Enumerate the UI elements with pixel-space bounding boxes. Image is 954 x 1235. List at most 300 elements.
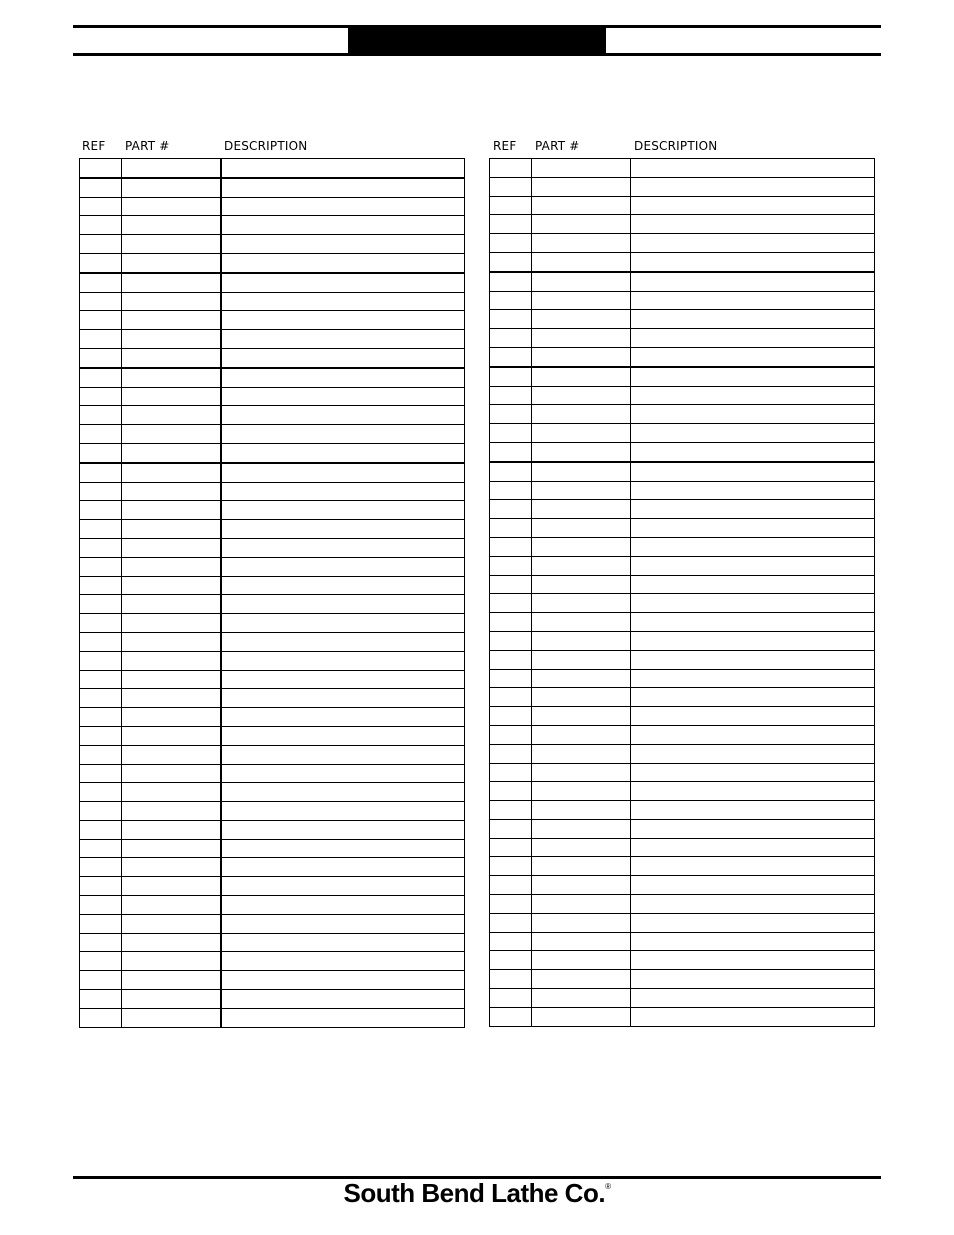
- part-cell: [532, 462, 631, 481]
- part-cell: [532, 234, 631, 253]
- description-cell: [631, 688, 875, 707]
- part-cell: [122, 783, 222, 802]
- table-row: [80, 745, 465, 764]
- table-row: [80, 820, 465, 839]
- part-cell: [122, 576, 222, 595]
- part-cell: [532, 857, 631, 876]
- part-cell: [532, 1007, 631, 1026]
- ref-cell: [80, 443, 122, 462]
- ref-cell: [490, 215, 532, 234]
- ref-cell: [490, 310, 532, 329]
- part-cell: [532, 613, 631, 632]
- part-cell: [122, 651, 222, 670]
- table-row: [490, 857, 875, 876]
- description-cell: [631, 537, 875, 556]
- part-cell: [122, 406, 222, 425]
- ref-cell: [80, 990, 122, 1009]
- ref-cell: [80, 348, 122, 367]
- part-cell: [532, 744, 631, 763]
- table-row: [490, 801, 875, 820]
- part-cell: [532, 347, 631, 366]
- description-cell: [221, 783, 465, 802]
- table-row: [490, 707, 875, 726]
- description-cell: [631, 386, 875, 405]
- table-row: [80, 463, 465, 482]
- ref-cell: [80, 1008, 122, 1027]
- ref-cell: [490, 763, 532, 782]
- description-cell: [221, 990, 465, 1009]
- ref-cell: [490, 613, 532, 632]
- part-cell: [532, 196, 631, 215]
- table-row: [80, 595, 465, 614]
- table-row: [80, 520, 465, 539]
- ref-cell: [490, 1007, 532, 1026]
- table-row: [80, 1008, 465, 1027]
- table-row: [490, 594, 875, 613]
- ref-cell: [490, 801, 532, 820]
- description-cell: [221, 216, 465, 235]
- table-row: [490, 252, 875, 271]
- ref-cell: [80, 159, 122, 178]
- part-cell: [122, 632, 222, 651]
- description-cell: [221, 463, 465, 482]
- part-cell: [122, 708, 222, 727]
- ref-cell: [490, 594, 532, 613]
- ref-cell: [490, 537, 532, 556]
- part-cell: [532, 913, 631, 932]
- description-cell: [221, 197, 465, 216]
- table-row: [490, 234, 875, 253]
- part-cell: [122, 501, 222, 520]
- description-cell: [631, 838, 875, 857]
- part-cell: [122, 557, 222, 576]
- description-cell: [631, 951, 875, 970]
- ref-cell: [80, 557, 122, 576]
- description-cell: [221, 311, 465, 330]
- table-row: [490, 424, 875, 443]
- table-row: [80, 651, 465, 670]
- description-cell: [221, 159, 465, 178]
- ref-cell: [80, 726, 122, 745]
- part-cell: [122, 216, 222, 235]
- ref-cell: [80, 802, 122, 821]
- description-cell: [631, 329, 875, 348]
- description-cell: [221, 764, 465, 783]
- part-cell: [122, 253, 222, 272]
- ref-cell: [490, 424, 532, 443]
- ref-cell: [490, 177, 532, 196]
- table-row: [490, 970, 875, 989]
- part-cell: [532, 594, 631, 613]
- part-cell: [122, 292, 222, 311]
- ref-cell: [490, 951, 532, 970]
- table-row: [80, 292, 465, 311]
- part-cell: [532, 631, 631, 650]
- description-cell: [631, 913, 875, 932]
- description-cell: [221, 632, 465, 651]
- table-row: [490, 631, 875, 650]
- ref-cell: [80, 368, 122, 387]
- ref-cell: [490, 669, 532, 688]
- part-cell: [532, 252, 631, 271]
- table-row: [80, 914, 465, 933]
- brand-logo: [0, 1178, 954, 1209]
- ref-cell: [490, 819, 532, 838]
- description-cell: [221, 914, 465, 933]
- part-cell: [532, 707, 631, 726]
- ref-cell: [490, 631, 532, 650]
- ref-cell: [490, 913, 532, 932]
- description-cell: [631, 895, 875, 914]
- table-row: [80, 406, 465, 425]
- description-cell: [631, 481, 875, 500]
- ref-cell: [80, 632, 122, 651]
- parts-table-left: [79, 158, 465, 1028]
- table-row: [490, 744, 875, 763]
- description-cell: [631, 707, 875, 726]
- part-cell: [532, 838, 631, 857]
- description-cell: [221, 933, 465, 952]
- part-cell: [122, 197, 222, 216]
- description-cell: [221, 726, 465, 745]
- ref-cell: [490, 857, 532, 876]
- ref-cell: [490, 481, 532, 500]
- ref-cell: [80, 839, 122, 858]
- description-cell: [221, 858, 465, 877]
- right-part-header: PART #: [535, 139, 580, 153]
- part-cell: [122, 914, 222, 933]
- description-cell: [221, 368, 465, 387]
- part-cell: [122, 745, 222, 764]
- part-cell: [532, 537, 631, 556]
- part-cell: [532, 951, 631, 970]
- part-cell: [122, 311, 222, 330]
- table-row: [490, 819, 875, 838]
- table-row: [490, 613, 875, 632]
- table-row: [80, 576, 465, 595]
- ref-cell: [80, 764, 122, 783]
- part-cell: [532, 291, 631, 310]
- part-cell: [122, 595, 222, 614]
- part-cell: [532, 876, 631, 895]
- right-ref-header: REF: [493, 139, 517, 153]
- part-cell: [532, 556, 631, 575]
- description-cell: [221, 689, 465, 708]
- ref-cell: [490, 932, 532, 951]
- table-row: [490, 196, 875, 215]
- description-cell: [631, 932, 875, 951]
- table-row: [490, 537, 875, 556]
- description-cell: [631, 442, 875, 461]
- brand-name: South Bend Lathe Co.: [343, 1178, 606, 1208]
- part-cell: [532, 895, 631, 914]
- table-row: [80, 726, 465, 745]
- description-cell: [221, 253, 465, 272]
- ref-cell: [490, 725, 532, 744]
- description-cell: [631, 725, 875, 744]
- table-row: [490, 895, 875, 914]
- description-cell: [221, 387, 465, 406]
- table-row: [80, 877, 465, 896]
- table-row: [80, 614, 465, 633]
- ref-cell: [80, 783, 122, 802]
- part-cell: [122, 839, 222, 858]
- ref-cell: [80, 197, 122, 216]
- ref-cell: [490, 650, 532, 669]
- table-row: [80, 425, 465, 444]
- ref-cell: [490, 970, 532, 989]
- description-cell: [221, 482, 465, 501]
- part-cell: [122, 538, 222, 557]
- description-cell: [631, 801, 875, 820]
- ref-cell: [80, 406, 122, 425]
- description-cell: [631, 782, 875, 801]
- ref-cell: [490, 838, 532, 857]
- part-cell: [122, 877, 222, 896]
- table-row: [490, 650, 875, 669]
- table-row: [490, 367, 875, 386]
- description-cell: [631, 291, 875, 310]
- description-cell: [221, 425, 465, 444]
- ref-cell: [80, 952, 122, 971]
- description-cell: [221, 273, 465, 292]
- part-cell: [122, 614, 222, 633]
- table-row: [490, 159, 875, 178]
- description-cell: [631, 215, 875, 234]
- header-rule-bottom: [73, 53, 881, 56]
- part-cell: [532, 688, 631, 707]
- ref-cell: [80, 463, 122, 482]
- ref-cell: [80, 538, 122, 557]
- table-row: [490, 876, 875, 895]
- ref-cell: [80, 330, 122, 349]
- part-cell: [532, 725, 631, 744]
- table-row: [80, 197, 465, 216]
- ref-cell: [490, 707, 532, 726]
- ref-cell: [80, 933, 122, 952]
- part-cell: [532, 970, 631, 989]
- table-row: [80, 689, 465, 708]
- description-cell: [221, 1008, 465, 1027]
- table-row: [490, 272, 875, 291]
- description-cell: [221, 896, 465, 915]
- part-cell: [122, 273, 222, 292]
- table-row: [80, 802, 465, 821]
- ref-cell: [490, 347, 532, 366]
- description-cell: [631, 970, 875, 989]
- description-cell: [221, 235, 465, 254]
- part-cell: [122, 689, 222, 708]
- table-row: [80, 839, 465, 858]
- part-cell: [532, 159, 631, 178]
- right-description-header: DESCRIPTION: [634, 139, 718, 153]
- table-row: [490, 405, 875, 424]
- ref-cell: [80, 273, 122, 292]
- ref-cell: [490, 442, 532, 461]
- table-row: [80, 216, 465, 235]
- part-cell: [122, 463, 222, 482]
- part-cell: [122, 726, 222, 745]
- ref-cell: [80, 971, 122, 990]
- description-cell: [631, 462, 875, 481]
- table-row: [490, 951, 875, 970]
- description-cell: [221, 576, 465, 595]
- ref-cell: [80, 520, 122, 539]
- table-row: [490, 329, 875, 348]
- part-cell: [122, 520, 222, 539]
- ref-cell: [490, 989, 532, 1008]
- ref-cell: [490, 575, 532, 594]
- description-cell: [631, 424, 875, 443]
- ref-cell: [80, 670, 122, 689]
- ref-cell: [490, 688, 532, 707]
- registered-mark: ®: [605, 1182, 611, 1191]
- description-cell: [631, 744, 875, 763]
- table-row: [80, 557, 465, 576]
- part-cell: [532, 329, 631, 348]
- description-cell: [221, 501, 465, 520]
- part-cell: [122, 348, 222, 367]
- description-cell: [221, 557, 465, 576]
- table-row: [80, 708, 465, 727]
- ref-cell: [80, 311, 122, 330]
- ref-cell: [490, 519, 532, 538]
- ref-cell: [490, 291, 532, 310]
- description-cell: [221, 330, 465, 349]
- left-ref-header: REF: [82, 139, 106, 153]
- part-cell: [532, 405, 631, 424]
- description-cell: [631, 819, 875, 838]
- description-cell: [631, 519, 875, 538]
- table-row: [490, 932, 875, 951]
- part-cell: [532, 177, 631, 196]
- part-cell: [532, 782, 631, 801]
- description-cell: [631, 989, 875, 1008]
- part-cell: [122, 990, 222, 1009]
- part-cell: [122, 425, 222, 444]
- description-cell: [631, 613, 875, 632]
- ref-cell: [80, 178, 122, 197]
- table-row: [80, 482, 465, 501]
- ref-cell: [490, 386, 532, 405]
- parts-table-right: [489, 158, 875, 1027]
- table-row: [490, 215, 875, 234]
- description-cell: [221, 877, 465, 896]
- part-cell: [532, 819, 631, 838]
- ref-cell: [80, 745, 122, 764]
- part-cell: [122, 330, 222, 349]
- part-cell: [532, 500, 631, 519]
- ref-cell: [490, 367, 532, 386]
- table-row: [80, 273, 465, 292]
- part-cell: [122, 933, 222, 952]
- ref-cell: [490, 744, 532, 763]
- ref-cell: [490, 234, 532, 253]
- table-row: [490, 500, 875, 519]
- description-cell: [221, 820, 465, 839]
- part-cell: [532, 801, 631, 820]
- description-cell: [631, 177, 875, 196]
- table-row: [490, 310, 875, 329]
- part-cell: [122, 764, 222, 783]
- table-row: [80, 896, 465, 915]
- part-cell: [532, 763, 631, 782]
- description-cell: [221, 595, 465, 614]
- table-row: [490, 838, 875, 857]
- part-cell: [532, 424, 631, 443]
- description-cell: [221, 745, 465, 764]
- part-cell: [532, 481, 631, 500]
- description-cell: [631, 575, 875, 594]
- table-row: [80, 933, 465, 952]
- part-cell: [122, 858, 222, 877]
- table-row: [80, 538, 465, 557]
- part-cell: [532, 442, 631, 461]
- table-row: [80, 443, 465, 462]
- ref-cell: [490, 876, 532, 895]
- table-row: [490, 291, 875, 310]
- ref-cell: [490, 782, 532, 801]
- table-row: [80, 670, 465, 689]
- part-cell: [122, 443, 222, 462]
- table-row: [490, 913, 875, 932]
- description-cell: [631, 556, 875, 575]
- table-row: [80, 253, 465, 272]
- part-cell: [122, 1008, 222, 1027]
- description-cell: [631, 631, 875, 650]
- part-cell: [532, 575, 631, 594]
- ref-cell: [80, 614, 122, 633]
- table-row: [490, 989, 875, 1008]
- ref-cell: [490, 500, 532, 519]
- header-title-block: [348, 26, 606, 56]
- description-cell: [631, 252, 875, 271]
- ref-cell: [80, 858, 122, 877]
- description-cell: [631, 159, 875, 178]
- ref-cell: [490, 252, 532, 271]
- table-row: [80, 971, 465, 990]
- description-cell: [631, 272, 875, 291]
- description-cell: [221, 348, 465, 367]
- table-row: [490, 763, 875, 782]
- description-cell: [631, 669, 875, 688]
- table-row: [80, 858, 465, 877]
- ref-cell: [80, 689, 122, 708]
- part-cell: [532, 932, 631, 951]
- description-cell: [221, 952, 465, 971]
- table-row: [80, 501, 465, 520]
- part-cell: [122, 482, 222, 501]
- ref-cell: [490, 196, 532, 215]
- ref-cell: [490, 272, 532, 291]
- table-row: [490, 688, 875, 707]
- description-cell: [631, 310, 875, 329]
- part-cell: [122, 368, 222, 387]
- table-row: [490, 575, 875, 594]
- ref-cell: [80, 425, 122, 444]
- description-cell: [221, 520, 465, 539]
- description-cell: [631, 234, 875, 253]
- ref-cell: [80, 896, 122, 915]
- description-cell: [631, 196, 875, 215]
- part-cell: [532, 272, 631, 291]
- description-cell: [631, 594, 875, 613]
- part-cell: [122, 820, 222, 839]
- description-cell: [631, 650, 875, 669]
- ref-cell: [80, 482, 122, 501]
- ref-cell: [490, 895, 532, 914]
- description-cell: [221, 971, 465, 990]
